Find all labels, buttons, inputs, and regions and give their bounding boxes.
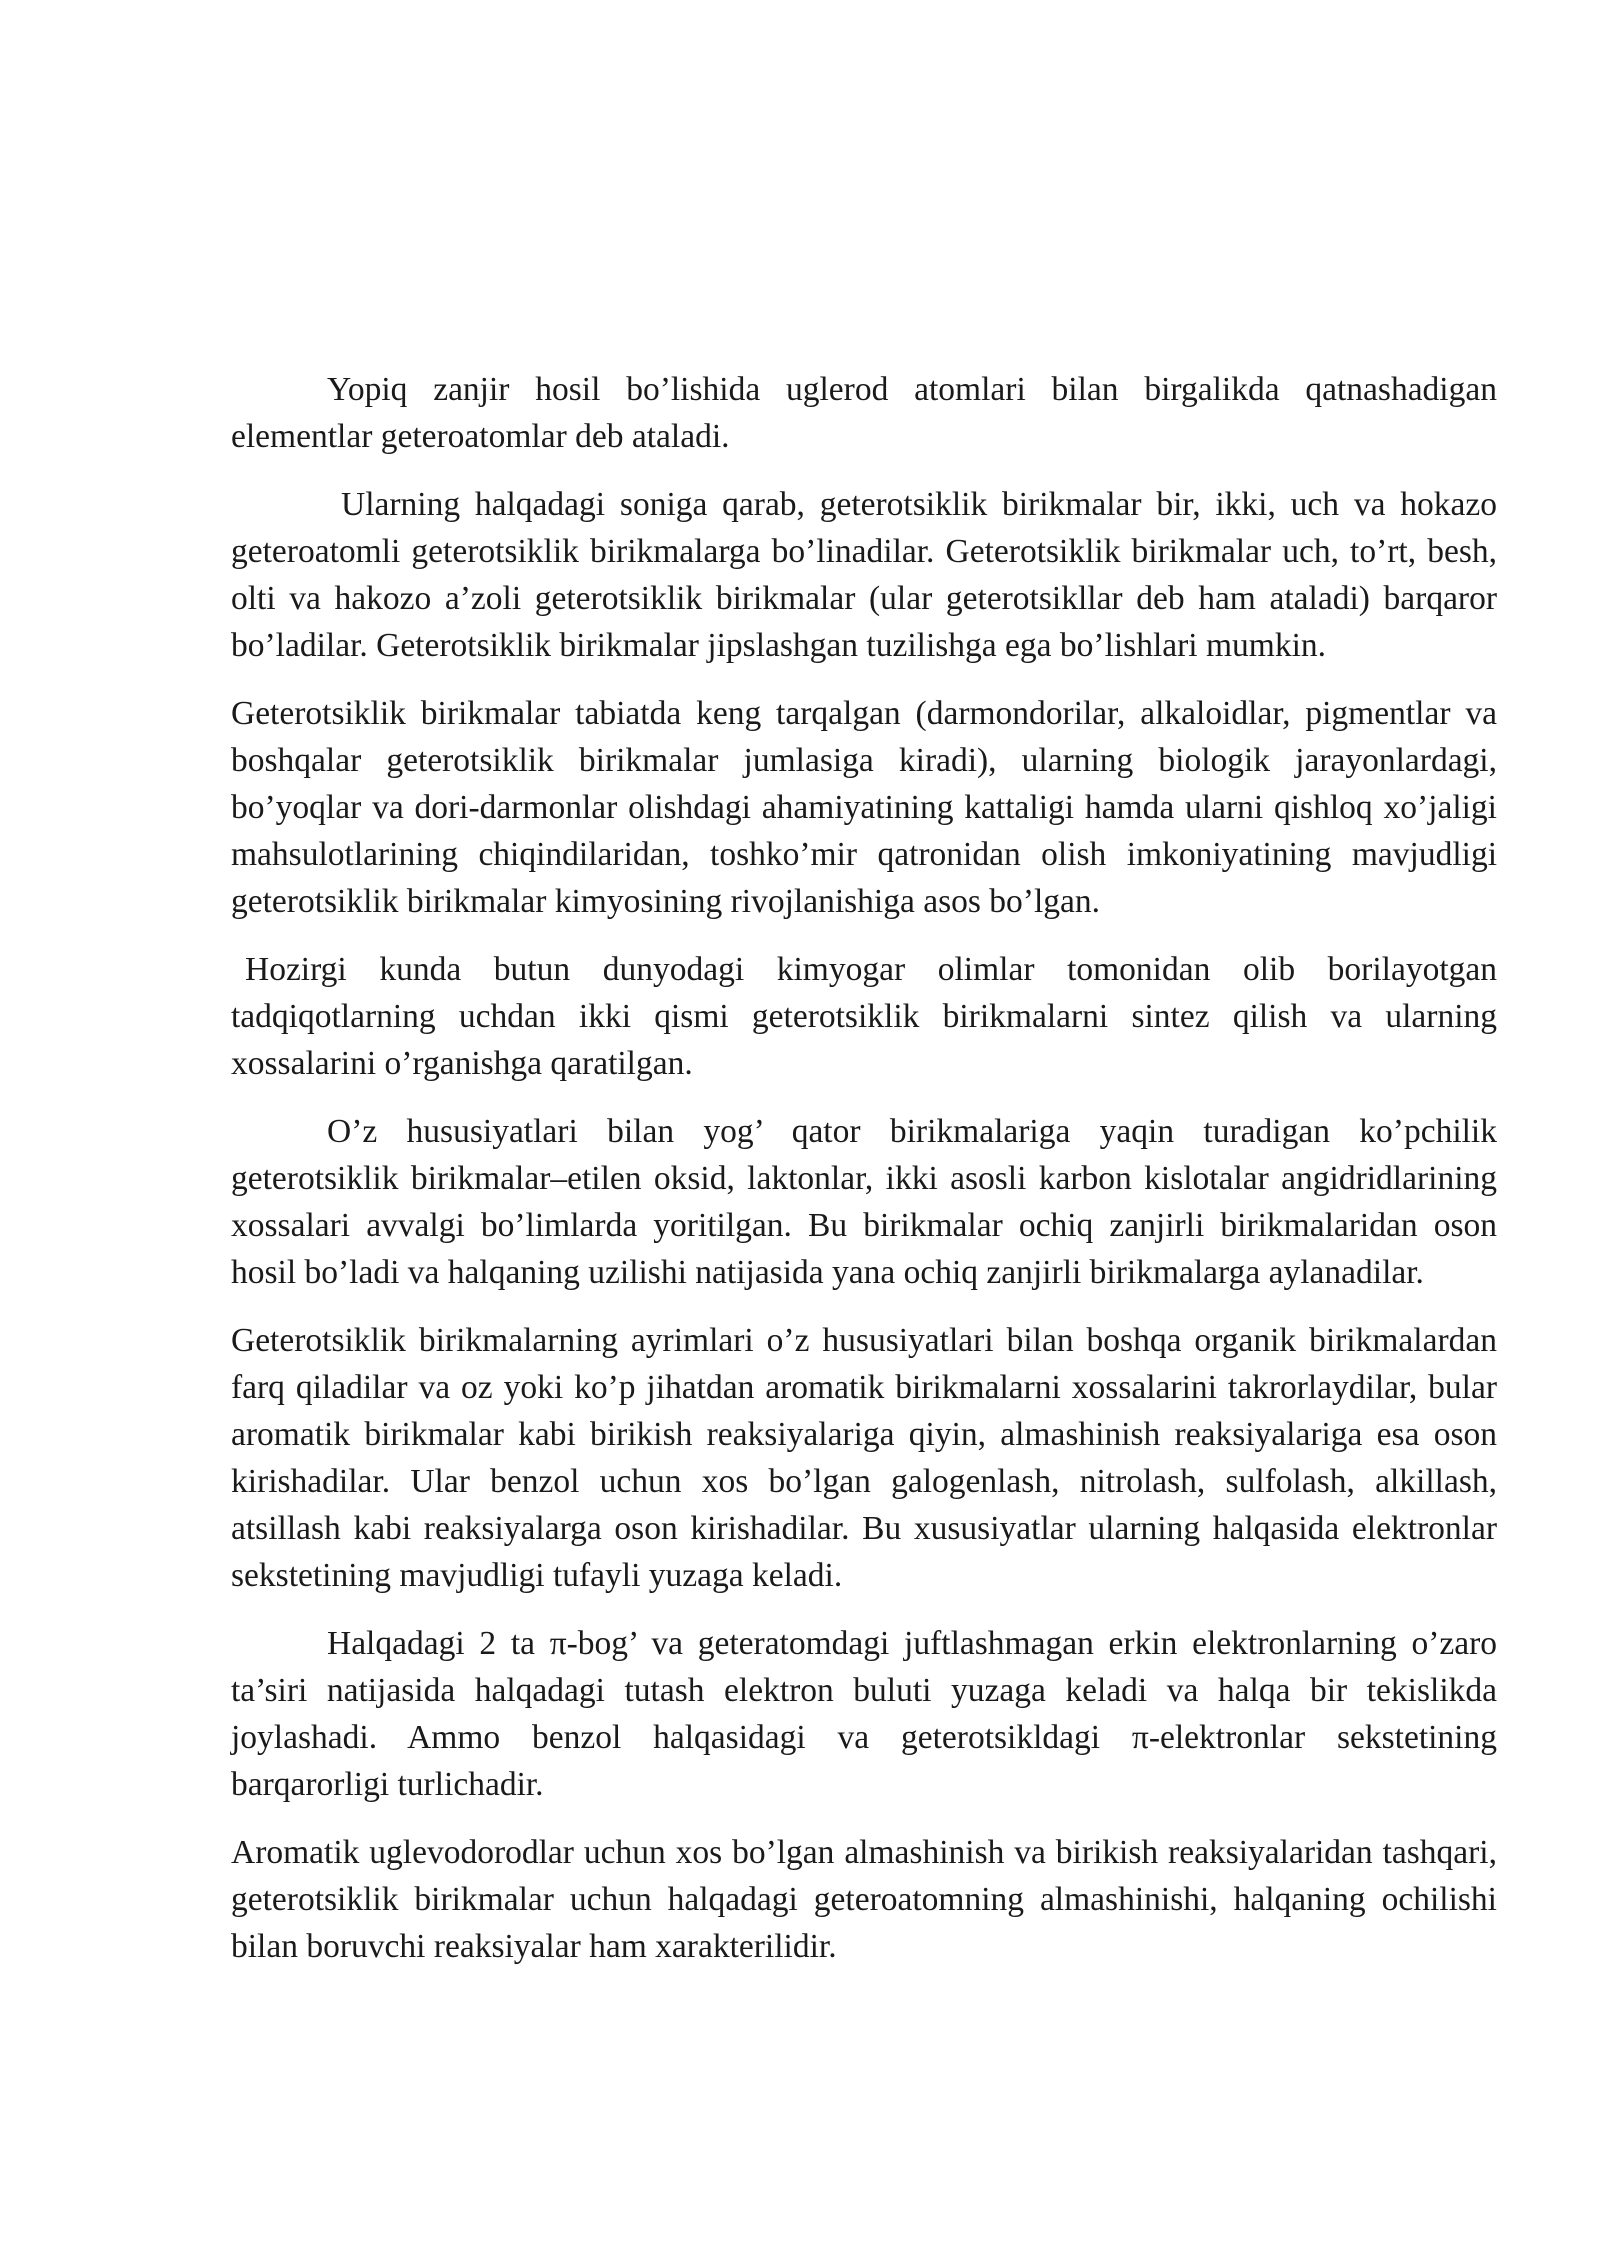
- paragraph-5: O’z hususiyatlari bilan yog’ qator birikmalariga yaqin turadigan ko’pchilik geterotsiklik birikmalar–etilen oksid, laktonlar, ikki asosli karbon kislotalar angidridlarining xossalari avvalgi bo’limlarda yoritilgan. Bu birikmalar ochiq zanjirli birikmalaridan oson hosil bo’ladi va halqaning uzilishi natijasida yana ochiq zanjirli birikmalarga aylanadilar.: [231, 1113, 1497, 1291]
- paragraph-1: Yopiq zanjir hosil bo’lishida uglerod atomlari bilan birgalikda qatnashadigan elementlar geteroatomlar deb ataladi.: [231, 371, 1497, 455]
- document-body: [231, 366, 1497, 1991]
- paragraph-2: Ularning halqadagi soniga qarab, geterotsiklik birikmalar bir, ikki, uch va hokazo geteroatomli geterotsiklik birikmalarga bo’linadilar. Geterotsiklik birikmalar uch, to’rt, besh, olti va hakozo a’zoli geterotsiklik birikmalar (ular geterotsikllar deb ham ataladi) barqaror bo’ladilar. Geterotsiklik birikmalar jipslashgan tuzilishga ega bo’lishlari mumkin.: [231, 486, 1497, 664]
- paragraph-8: Aromatik uglevodorodlar uchun xos bo’lgan almashinish va birikish reaksiyalaridan tashqari, geterotsiklik birikmalar uchun halqadagi geteroatomning almashinishi, halqaning ochilishi bilan boruvchi reaksiyalar ham xarakterilidir.: [231, 1834, 1497, 1965]
- paragraph-3: Geterotsiklik birikmalar tabiatda keng tarqalgan (darmondorilar, alkaloidlar, pigmentlar va boshqalar geterotsiklik birikmalar jumlasiga kiradi), ularning biologik jarayonlardagi, bo’yoqlar va dori-darmonlar olishdagi ahamiyatining kattaligi hamda ularni qishloq xo’jaligi mahsulotlarining chiqindilaridan, toshko’mir qatronidan olish imkoniyatining mavjudligi geterotsiklik birikmalar kimyosining rivojlanishiga asos bo’lgan.: [231, 695, 1497, 920]
- paragraph-7: Halqadagi 2 ta π-bog’ va geteratomdagi juftlashmagan erkin elektronlarning o’zaro ta’siri natijasida halqadagi tutash elektron buluti yuzaga keladi va halqa bir tekislikda joylashadi. Ammo benzol halqasidagi va geterotsikldagi π-elektronlar sekstetining barqarorligi turlichadir.: [231, 1625, 1497, 1803]
- paragraph-6: Geterotsiklik birikmalarning ayrimlari o’z hususiyatlari bilan boshqa organik birikmalardan farq qiladilar va oz yoki ko’p jihatdan aromatik birikmalarni xossalarini takrorlaydilar, bular aromatik birikmalar kabi birikish reaksiyalariga qiyin, almashinish reaksiyalariga esa oson kirishadilar. Ular benzol uchun xos bo’lgan galogenlash, nitrolash, sulfolash, alkillash, atsillash kabi reaksiyalarga oson kirishadilar. Bu xususiyatlar ularning halqasida elektronlar sekstetining mavjudligi tufayli yuzaga keladi.: [231, 1322, 1497, 1594]
- paragraph-4: Hozirgi kunda butun dunyodagi kimyogar olimlar tomonidan olib borilayotgan tadqiqotlarning uchdan ikki qismi geterotsiklik birikmalarni sintez qilish va ularning xossalarini o’rganishga qaratilgan.: [231, 951, 1497, 1082]
